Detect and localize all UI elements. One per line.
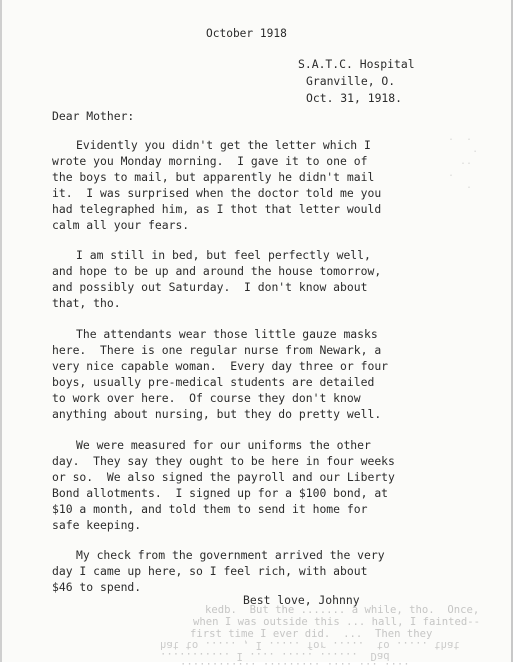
paragraph-5-line-1: My check from the government arrived the very: [76, 548, 385, 562]
paragraph-4-line-5: $10 a month, and told them to send it home for: [52, 502, 368, 516]
page-header-title: October 1918: [206, 27, 287, 40]
bleed-through-line-6: ............ ......... .... ... ....: [180, 660, 410, 672]
paragraph-5-line-3: $46 to spend.: [52, 580, 142, 594]
paragraph-1-line-1: Evidently you didn't get the letter which I: [76, 138, 371, 152]
paragraph-3-line-3: very nice capable woman. Every day three or four: [52, 359, 389, 373]
paragraph-3-line-5: to work over here. Of course they don't know: [52, 391, 361, 405]
paragraph-2-line-1: I am still in bed, but feel perfectly well,: [76, 248, 371, 262]
paragraph-1-line-2: wrote you Monday morning. I gave it to one of: [52, 154, 368, 168]
address-line-3: Oct. 31, 1918.: [306, 91, 403, 105]
closing-signature: Best love, Johnny: [243, 593, 360, 607]
paragraph-3-line-6: anything about nursing, but they do pretty well.: [52, 407, 382, 421]
paragraph-4-line-1: We were measured for our uniforms the other: [76, 438, 371, 452]
scan-edge-left: [0, 0, 2, 662]
paragraph-4-line-4: Bond allotments. I signed up for a $100 bond, at: [52, 486, 389, 500]
salutation: Dear Mother:: [52, 109, 135, 123]
paragraph-5-line-2: day I came up here, so I feel rich, with about: [52, 564, 368, 578]
bleed-through-line-5: ........... I .... ..... ...... Dad: [160, 650, 390, 662]
bleed-through-line-4: hat to ..... , I ..... for ..... to ..... that: [160, 639, 460, 651]
paragraph-2-line-4: that, tho.: [52, 296, 121, 310]
paragraph-1-line-3: the boys to mail, but apparently he didn't mail: [52, 170, 375, 184]
paragraph-2-line-3: and possibly out Saturday. I don't know about: [52, 280, 368, 294]
bleed-through-line-3: first time I ever did. ... Then they: [190, 628, 433, 640]
paragraph-4-line-6: safe keeping.: [52, 518, 142, 532]
paragraph-3-line-4: boys, usually pre-medical students are detailed: [52, 375, 375, 389]
bleed-through-line-1: kedb. But the ....... a while, tho. Once,: [205, 604, 480, 616]
paragraph-3-line-2: here. There is one regular nurse from Newark, a: [52, 343, 382, 357]
paragraph-4-line-2: day. They say they ought to be here in four weeks: [52, 454, 395, 468]
paragraph-3-line-1: The attendants wear those little gauze masks: [76, 327, 378, 341]
paragraph-1-line-6: calm all your fears.: [52, 218, 190, 232]
bleed-through-line-2: when I was outside this ... hall, I fainted--: [193, 616, 481, 628]
address-line-2: Granville, O.: [306, 74, 396, 88]
address-line-1: S.A.T.C. Hospital: [298, 57, 415, 71]
paragraph-1-line-4: it. I was surprised when the doctor told me you: [52, 186, 382, 200]
bleed-through-margin: . . . .. . .: [448, 132, 479, 191]
paragraph-2-line-2: and hope to be up and around the house tomorrow,: [52, 264, 382, 278]
paragraph-1-line-5: had telegraphed him, as I thot that letter would: [52, 202, 382, 216]
paragraph-4-line-3: or so. We also signed the payroll and our Liberty: [52, 470, 395, 484]
